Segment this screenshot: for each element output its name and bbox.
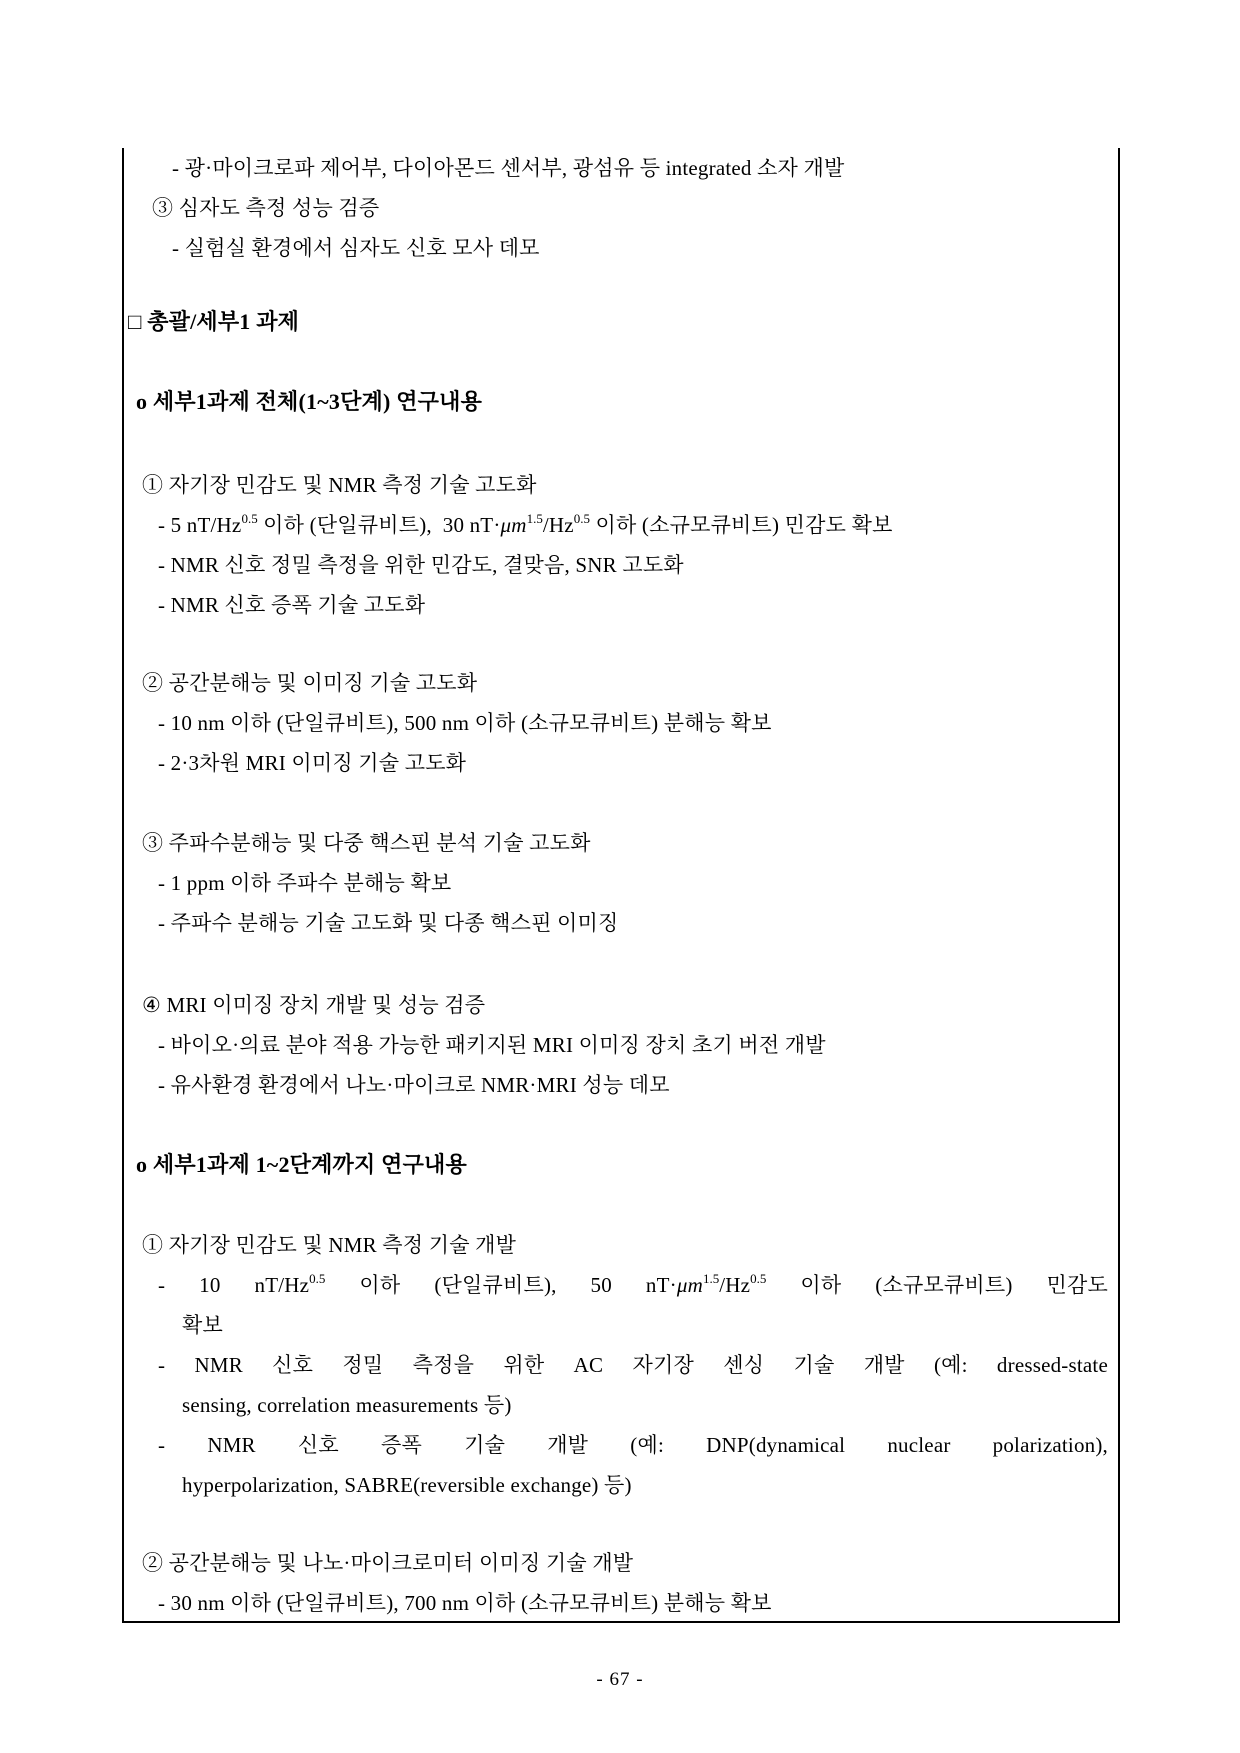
- unit-micrometer: μm: [500, 513, 527, 537]
- list-item-continuation: 확보: [182, 1313, 223, 1337]
- list-item-dash: - 유사환경 환경에서 나노·마이크로 NMR·MRI 성능 데모: [158, 1073, 670, 1097]
- subsection-heading: o 세부1과제 1~2단계까지 연구내용: [136, 1152, 467, 1177]
- list-item-dash: - 주파수 분해능 기술 고도화 및 다종 핵스핀 이미징: [158, 911, 619, 935]
- superscript: 0.5: [309, 1271, 326, 1286]
- list-item-circled: ③ 주파수분해능 및 다중 핵스핀 분석 기술 고도화: [142, 831, 591, 855]
- text-run: 이하 (소규모큐비트) 민감도 확보: [590, 513, 893, 537]
- list-item-dash: - 1 ppm 이하 주파수 분해능 확보: [158, 871, 452, 895]
- list-item-dash: - 30 nm 이하 (단일큐비트), 700 nm 이하 (소규모큐비트) 분해능 확보: [158, 1591, 772, 1615]
- list-item-circled: ③ 심자도 측정 성능 검증: [152, 196, 380, 220]
- superscript: 0.5: [750, 1271, 767, 1286]
- list-item-continuation: sensing, correlation measurements 등): [182, 1393, 512, 1417]
- subsection-heading: o 세부1과제 전체(1~3단계) 연구내용: [136, 389, 483, 414]
- list-item-dash: - NMR 신호 증폭 기술 고도화: [158, 593, 426, 617]
- superscript: 1.5: [526, 511, 543, 526]
- superscript: 0.5: [573, 511, 591, 526]
- text-run: - 10 nT/Hz: [158, 1273, 310, 1297]
- list-item-circled: ② 공간분해능 및 이미징 기술 고도화: [142, 671, 478, 695]
- list-item-circled: ① 자기장 민감도 및 NMR 측정 기술 개발: [142, 1233, 517, 1257]
- text-run: 이하 (단일큐비트), 30 nT·: [257, 513, 501, 537]
- unit-micrometer: μm: [676, 1273, 703, 1297]
- list-item-dash: - 10 nm 이하 (단일큐비트), 500 nm 이하 (소규모큐비트) 분해능 확보: [158, 711, 772, 735]
- content-box: [122, 148, 1120, 1623]
- list-item-dash: - 실험실 환경에서 심자도 신호 모사 데모: [172, 236, 540, 260]
- list-item-dash: [124, 1265, 1118, 1305]
- page-number: - 67 -: [596, 1669, 644, 1690]
- list-item-dash: - 광·마이크로파 제어부, 다이아몬드 센서부, 광섬유 등 integrated 소자 개발: [172, 156, 845, 180]
- list-item-continuation: hyperpolarization, SABRE(reversible exchange) 등): [182, 1473, 632, 1497]
- superscript: 1.5: [702, 1271, 720, 1286]
- superscript: 0.5: [241, 511, 258, 526]
- text-run: /Hz: [719, 1273, 751, 1297]
- list-item-dash: [124, 505, 1118, 545]
- list-item-circled: ② 공간분해능 및 나노·마이크로미터 이미징 기술 개발: [142, 1551, 634, 1575]
- text-run: 이하 (소규모큐비트) 민감도: [766, 1273, 1108, 1297]
- list-item-dash: - NMR 신호 정밀 측정을 위한 민감도, 결맞음, SNR 고도화: [158, 553, 684, 577]
- text-run: - 5 nT/Hz: [158, 513, 242, 537]
- list-item-dash: - NMR 신호 정밀 측정을 위한 AC 자기장 센싱 기술 개발 (예: dressed-state: [158, 1353, 1108, 1377]
- text-run: /Hz: [542, 513, 574, 537]
- list-item-circled: ① 자기장 민감도 및 NMR 측정 기술 고도화: [142, 473, 537, 497]
- list-item-circled: ④ MRI 이미징 장치 개발 및 성능 검증: [142, 993, 486, 1017]
- text-run: 이하 (단일큐비트), 50 nT·: [325, 1273, 677, 1297]
- section-heading: □ 총괄/세부1 과제: [128, 309, 300, 334]
- list-item-dash: - NMR 신호 증폭 기술 개발 (예: DNP(dynamical nuclear polarization),: [158, 1433, 1108, 1457]
- list-item-dash: - 2·3차원 MRI 이미징 기술 고도화: [158, 751, 467, 775]
- list-item-dash: - 바이오·의료 분야 적용 가능한 패키지된 MRI 이미징 장치 초기 버전 개발: [158, 1033, 826, 1057]
